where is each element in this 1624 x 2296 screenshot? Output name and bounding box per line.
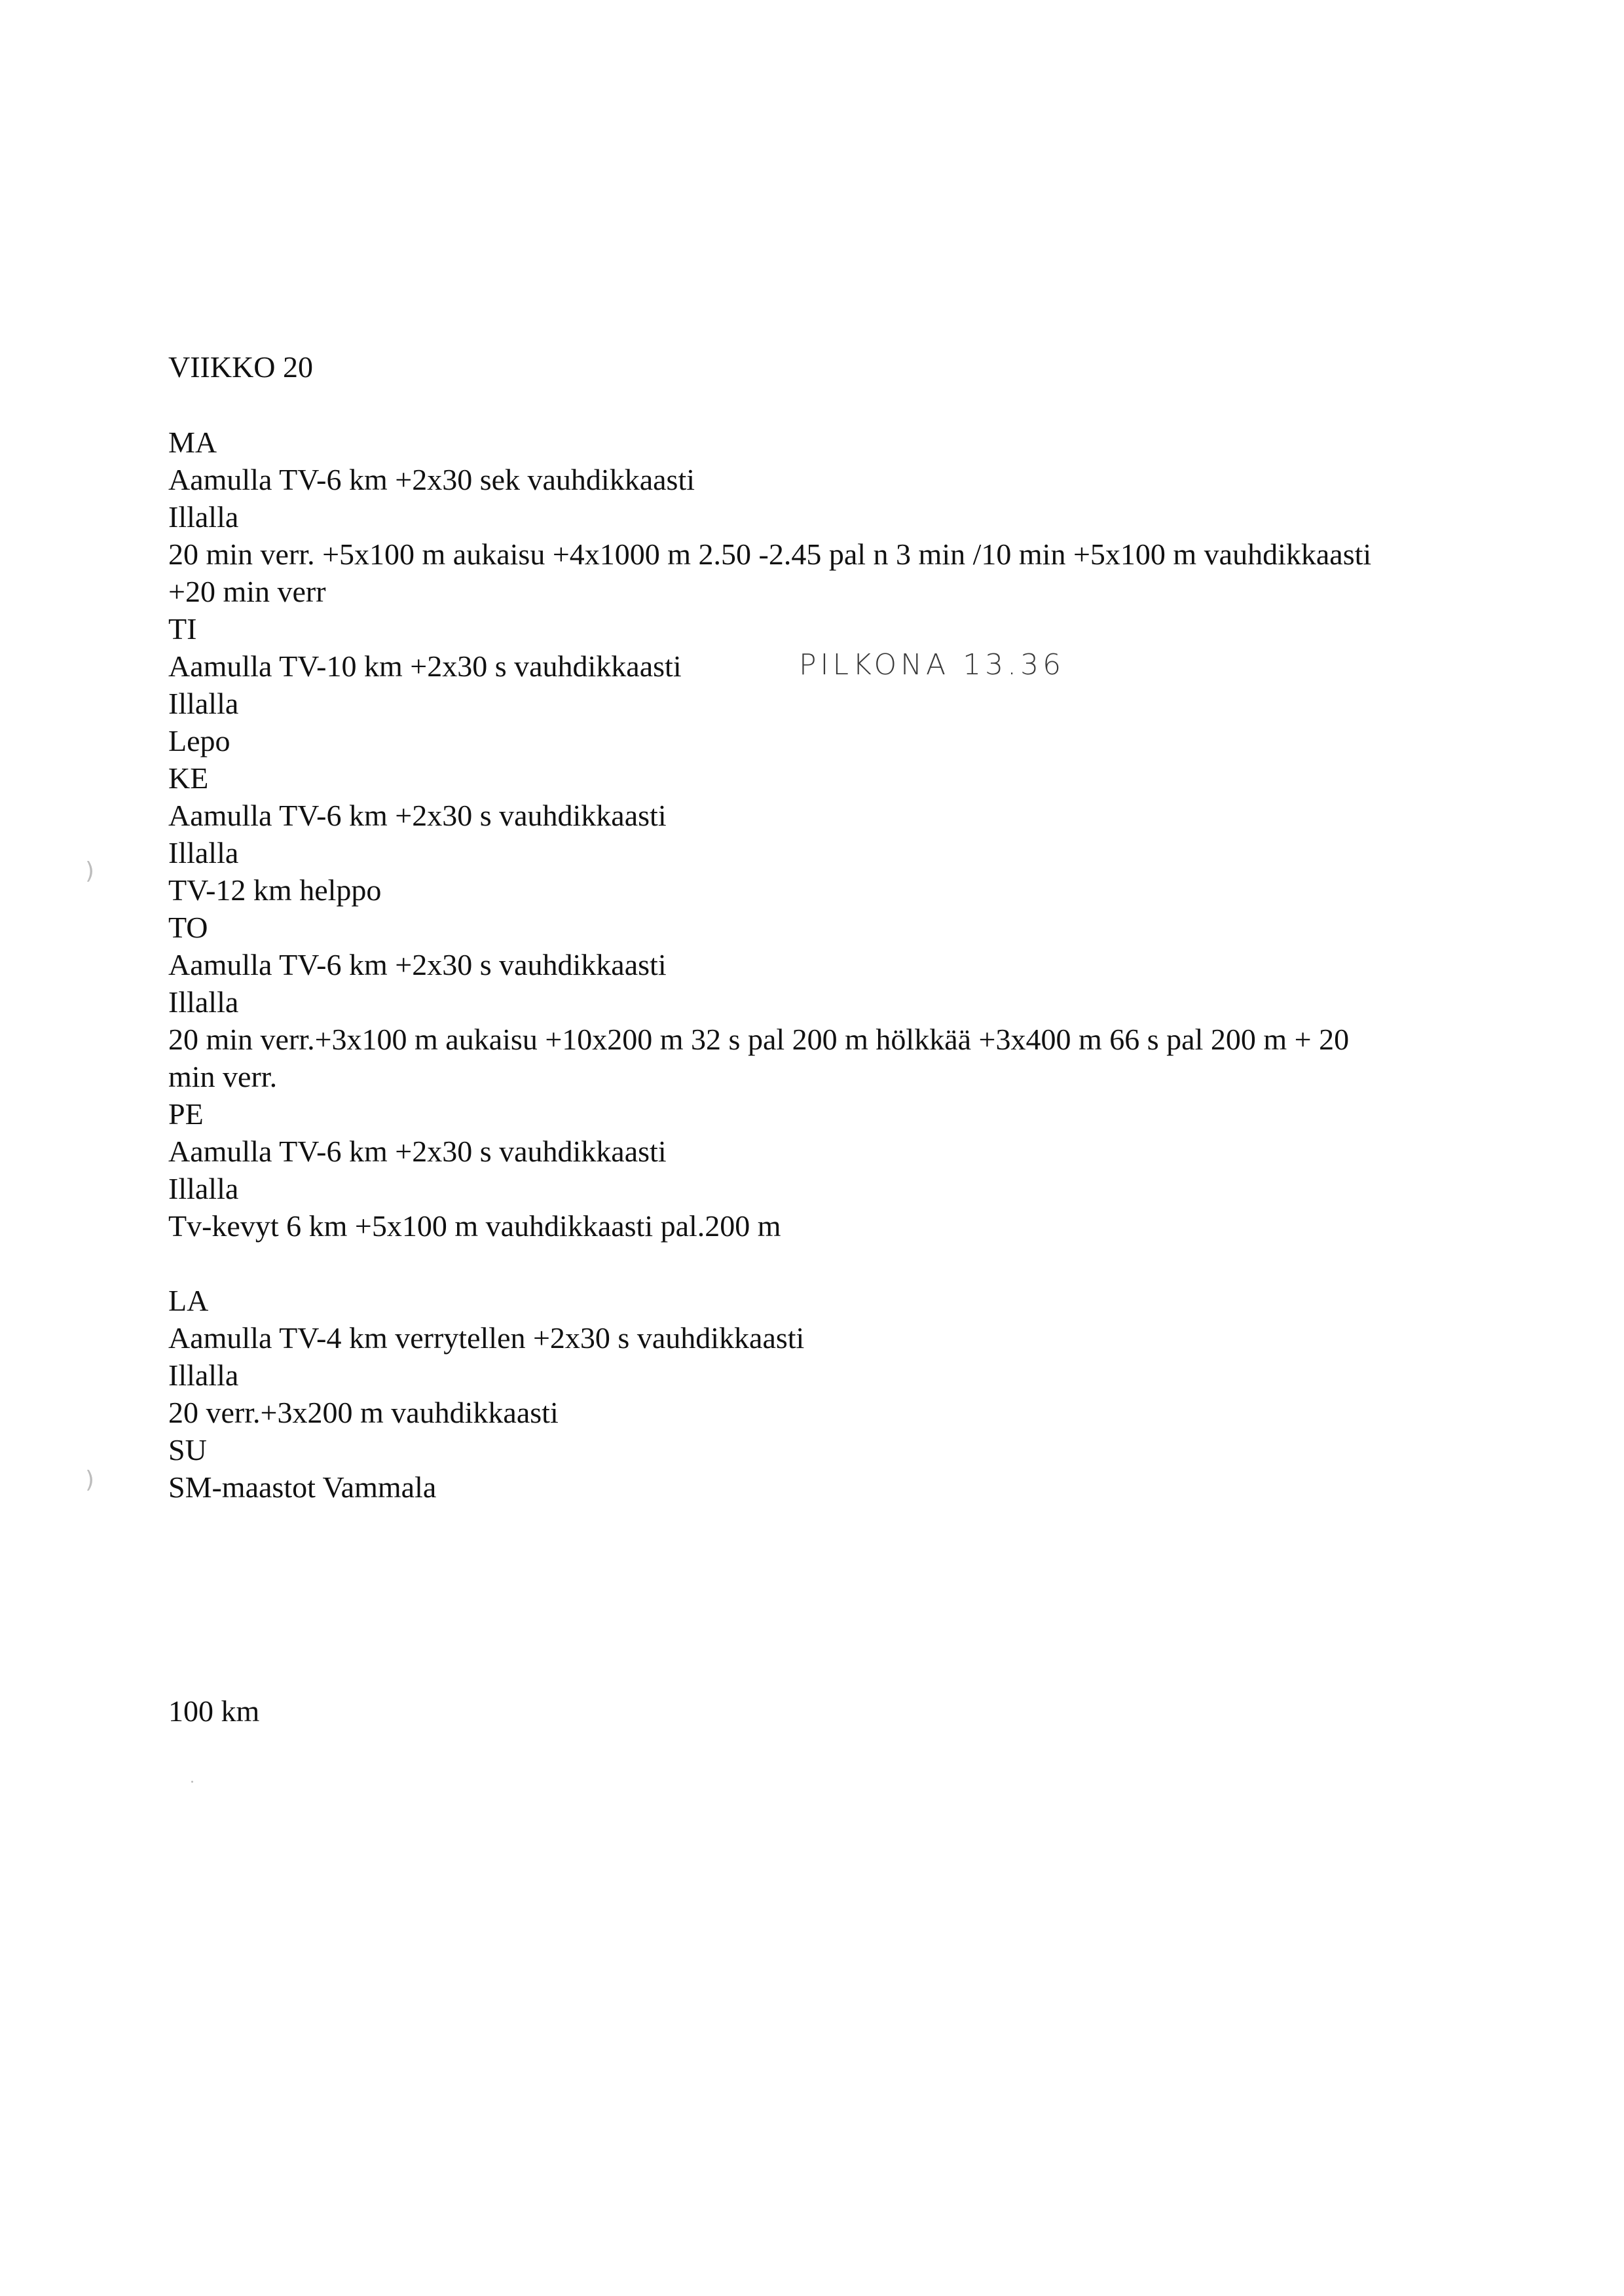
- scan-speck: [191, 1781, 193, 1783]
- weekly-total: 100 km: [168, 1694, 260, 1728]
- tuesday-morning: Aamulla TV-10 km +2x30 s vauhdikkaasti: [168, 649, 682, 683]
- friday-evening-line-1: Tv-kevyt 6 km +5x100 m vauhdikkaasti pal.200 m: [168, 1209, 781, 1243]
- wednesday-evening-label: Illalla: [168, 836, 239, 869]
- day-heading-thursday: TO: [168, 911, 208, 944]
- day-heading-saturday: LA: [168, 1284, 209, 1317]
- monday-evening-line-2: +20 min verr: [168, 575, 326, 608]
- monday-evening-label: Illalla: [168, 500, 239, 534]
- saturday-evening-label: Illalla: [168, 1358, 239, 1392]
- day-heading-monday: MA: [168, 426, 217, 459]
- wednesday-morning: Aamulla TV-6 km +2x30 s vauhdikkaasti: [168, 799, 667, 832]
- saturday-morning: Aamulla TV-4 km verrytellen +2x30 s vauhdikkaasti: [168, 1321, 805, 1355]
- thursday-evening-line-2: min verr.: [168, 1060, 278, 1093]
- thursday-evening-label: Illalla: [168, 985, 239, 1019]
- monday-evening-line-1: 20 min verr. +5x100 m aukaisu +4x1000 m 2.50 -2.45 pal n 3 min /10 min +5x100 m vauhdikkaasti: [168, 538, 1372, 571]
- margin-mark: ): [85, 858, 95, 884]
- week-title: VIIKKO 20: [168, 350, 314, 384]
- monday-morning: Aamulla TV-6 km +2x30 sek vauhdikkaasti: [168, 463, 695, 496]
- margin-mark: ): [85, 1467, 95, 1493]
- wednesday-evening-line-1: TV-12 km helppo: [168, 873, 382, 907]
- saturday-evening-line-1: 20 verr.+3x200 m vauhdikkaasti: [168, 1396, 559, 1429]
- day-heading-sunday: SU: [168, 1433, 207, 1467]
- friday-evening-label: Illalla: [168, 1172, 239, 1205]
- tuesday-evening-line-1: Lepo: [168, 724, 231, 757]
- day-heading-wednesday: KE: [168, 761, 209, 795]
- handwritten-note: PILKONA 13.36: [799, 648, 1065, 682]
- thursday-morning: Aamulla TV-6 km +2x30 s vauhdikkaasti: [168, 948, 667, 981]
- friday-morning: Aamulla TV-6 km +2x30 s vauhdikkaasti: [168, 1135, 667, 1168]
- sunday-line-1: SM-maastot Vammala: [168, 1470, 437, 1504]
- thursday-evening-line-1: 20 min verr.+3x100 m aukaisu +10x200 m 32 s pal 200 m hölkkää +3x400 m 66 s pal 200 m + 20: [168, 1023, 1350, 1056]
- day-heading-tuesday: TI: [168, 612, 197, 646]
- tuesday-evening-label: Illalla: [168, 687, 239, 720]
- day-heading-friday: PE: [168, 1097, 204, 1131]
